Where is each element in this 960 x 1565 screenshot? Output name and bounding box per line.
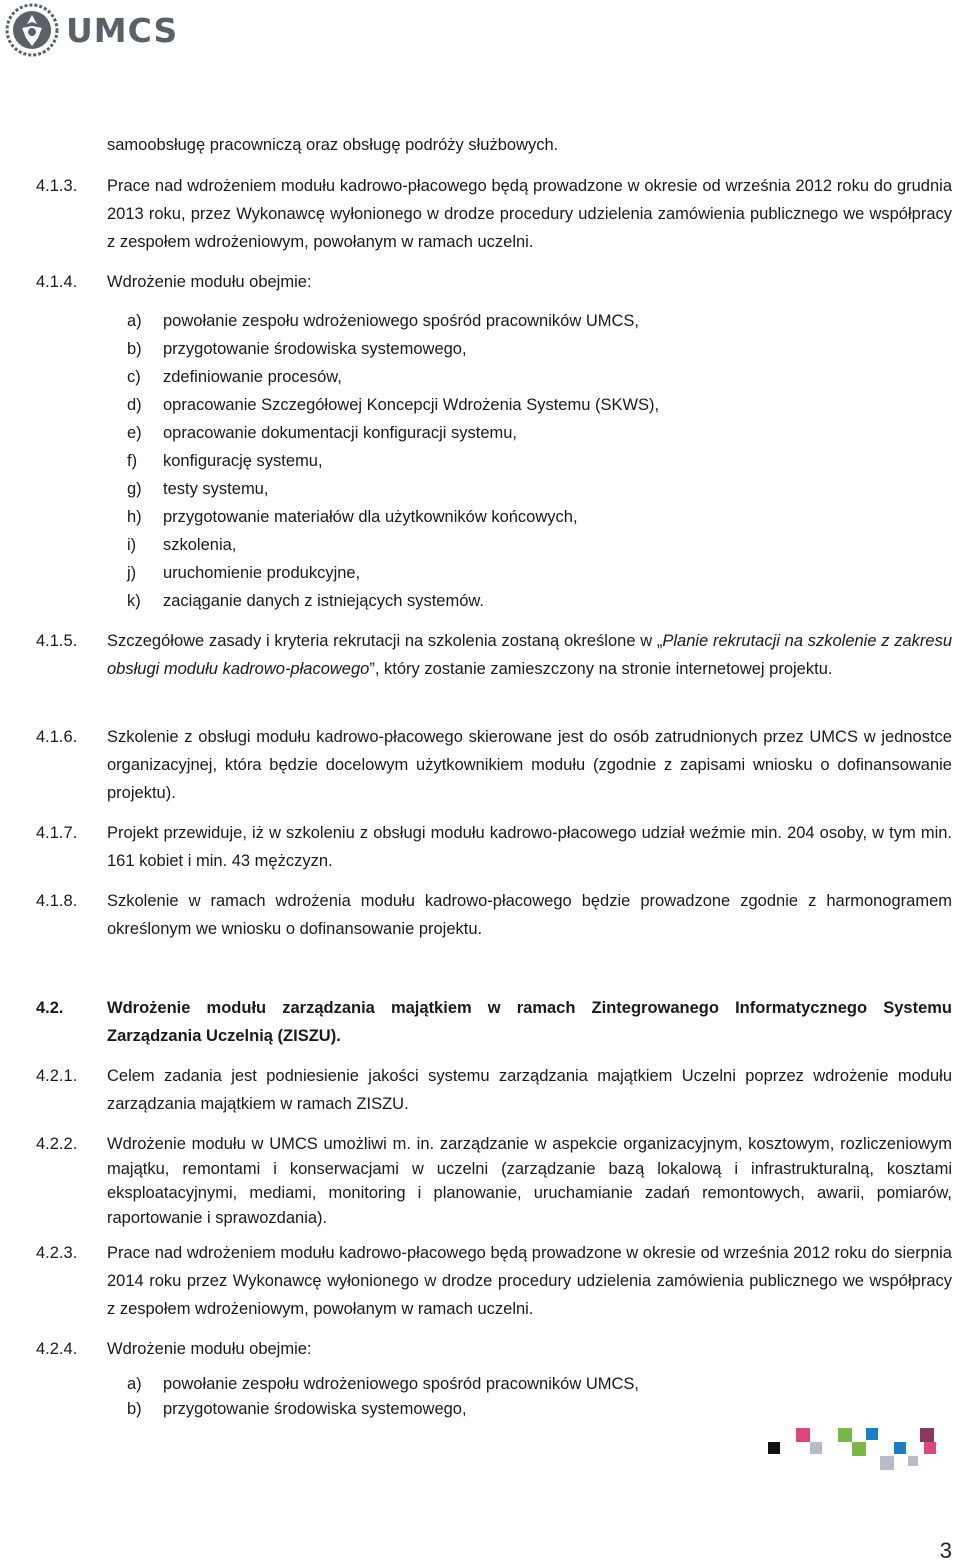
section-number: 4.1.4. — [36, 273, 78, 291]
decorative-pixel-pattern-icon — [760, 1420, 950, 1490]
section-4-1-4 — [36, 268, 952, 296]
section-4-1-6 — [36, 723, 952, 807]
section-text: Szczegółowe zasady i kryteria rekrutacji na szkolenia zostaną określone w „Planie rekrutacji na szkolenie z zakresu obsługi modułu kadrowo-płacowego”, który zostanie zamieszczony na stronie internetowej projektu. — [107, 632, 953, 678]
list-item: g) testy systemu, — [127, 480, 269, 498]
section-number: 4.1.5. — [36, 632, 78, 650]
list-item: f) konfigurację systemu, — [127, 452, 323, 470]
section-number: 4.2.4. — [36, 1340, 78, 1358]
list-item: d) opracowanie Szczegółowej Koncepcji Wdrożenia Systemu (SKWS), — [127, 396, 660, 414]
list-item: k) zaciąganie danych z istniejących systemów. — [127, 592, 484, 610]
list-item: i) szkolenia, — [127, 536, 237, 554]
section-4-1-7 — [36, 819, 952, 875]
section-4-2-heading — [36, 994, 952, 1050]
list-4-1-4 — [127, 307, 927, 615]
section-number: 4.1.3. — [36, 177, 78, 195]
section-text: Wdrożenie modułu obejmie: — [107, 273, 312, 291]
section-heading: Wdrożenie modułu zarządzania majątkiem w ramach Zintegrowanego Informatycznego Systemu Zarządzania Uczelnią (ZISZU). — [107, 999, 952, 1045]
section-text: Projekt przewiduje, iż w szkoleniu z obsługi modułu kadrowo-płacowego udział weźmie min. 204 osoby, w tym min. 161 kobiet i min. 43 mężczyzn. — [107, 824, 952, 870]
section-4-1-8 — [36, 887, 952, 943]
section-number: 4.2.3. — [36, 1244, 78, 1262]
header-logo — [4, 2, 178, 58]
section-number: 4.2.1. — [36, 1067, 78, 1085]
section-4-2-2 — [36, 1132, 952, 1230]
section-text: Wdrożenie modułu obejmie: — [107, 1340, 312, 1358]
section-text: Wdrożenie modułu w UMCS umożliwi m. in. zarządzanie w aspekcie organizacyjnym, kosztowym, rozliczeniowym majątku, remontami i konserwacjami w uczelni (zarządzanie bazą lokalową i infrastrukturalną, kosztami eksploatacyjnymi, mediami, monitoring i planowanie, uruchamianie zadań remontowych, awarii, pomiarów, raportowanie i sprawozdania). — [107, 1135, 952, 1227]
section-text: Prace nad wdrożeniem modułu kadrowo-płacowego będą prowadzone w okresie od września 2012 roku do sierpnia 2014 roku przez Wykonawcę wyłonionego w drodze procedury udzielenia zamówienia publicznego we współpracy z zespołem wdrożeniowym, powołanym w ramach uczelni. — [107, 1244, 952, 1318]
list-item: a) powołanie zespołu wdrożeniowego spośród pracowników UMCS, — [127, 1375, 639, 1393]
section-text: Celem zadania jest podniesienie jakości systemu zarządzania majątkiem Uczelni poprzez wdrożenie modułu zarządzania majątkiem w ramach ZISZU. — [107, 1067, 952, 1113]
section-number: 4.1.7. — [36, 824, 78, 842]
section-4-1-3 — [36, 172, 952, 256]
paragraph-fragment: samoobsługę pracowniczą oraz obsługę podróży służbowych. — [107, 136, 559, 154]
list-item: b) przygotowanie środowiska systemowego, — [127, 1400, 467, 1418]
section-text: Prace nad wdrożeniem modułu kadrowo-płacowego będą prowadzone w okresie od września 2012 roku do grudnia 2013 roku, przez Wykonawcę wyłonionego w drodze procedury udzielenia zamówienia publicznego we współpracy z zespołem wdrożeniowym, powołanym w ramach uczelni. — [107, 177, 952, 251]
section-number: 4.2.2. — [36, 1135, 78, 1153]
section-text: Szkolenie z obsługi modułu kadrowo-płacowego skierowane jest do osób zatrudnionych przez UMCS w jednostce organizacyjnej, która będzie docelowym użytkownikiem modułu (zgodnie z zapisami wniosku o dofinansowanie projektu). — [107, 728, 952, 802]
list-item: h) przygotowanie materiałów dla użytkowników końcowych, — [127, 508, 578, 526]
list-item: a) powołanie zespołu wdrożeniowego spośród pracowników UMCS, — [127, 312, 639, 330]
section-number: 4.1.6. — [36, 728, 78, 746]
list-item: c) zdefiniowanie procesów, — [127, 368, 342, 386]
section-number: 4.1.8. — [36, 892, 78, 910]
list-4-2-4 — [127, 1372, 927, 1422]
umcs-emblem-icon — [4, 2, 60, 58]
section-number: 4.2. — [36, 999, 64, 1017]
section-text: Szkolenie w ramach wdrożenia modułu kadrowo-płacowego będzie prowadzone zgodnie z harmonogramem określonym we wniosku o dofinansowanie projektu. — [107, 892, 952, 938]
section-4-2-1 — [36, 1062, 952, 1118]
section-4-2-4 — [36, 1335, 952, 1363]
document-title-italic: Planie rekrutacji na szkolenie z zakresu obsługi modułu kadrowo-płacowego — [107, 632, 953, 678]
list-item: e) opracowanie dokumentacji konfiguracji systemu, — [127, 424, 518, 442]
section-4-2-3 — [36, 1239, 952, 1323]
section-4-1-5 — [36, 627, 952, 683]
list-item: b) przygotowanie środowiska systemowego, — [127, 340, 467, 358]
logo-text: UMCS — [66, 10, 179, 50]
list-item: j) uruchomienie produkcyjne, — [127, 564, 361, 582]
page-number: 3 — [939, 1538, 952, 1563]
